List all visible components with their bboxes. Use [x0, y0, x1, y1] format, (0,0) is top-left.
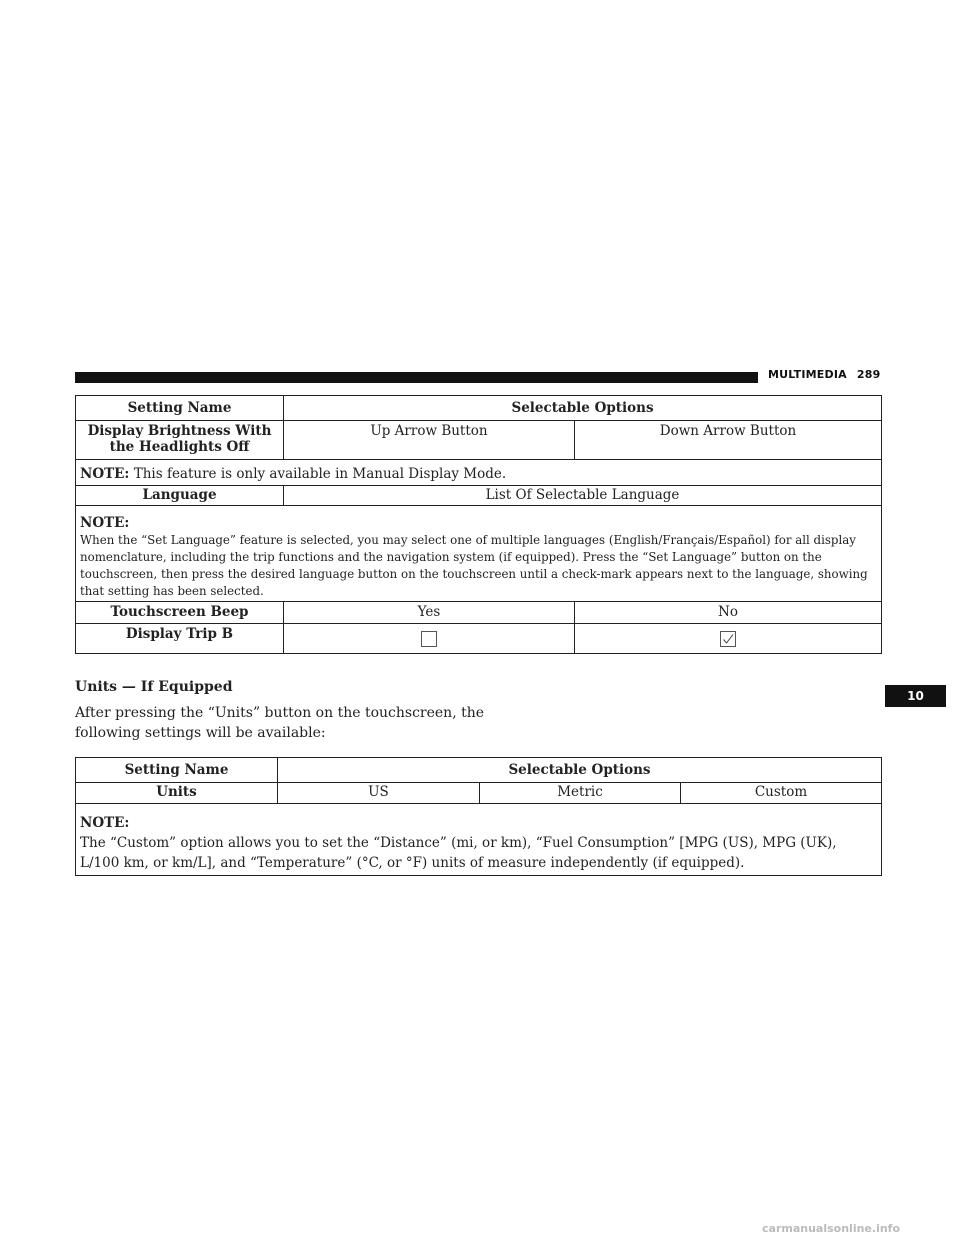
note-text: This feature is only available in Manual Display Mode.	[129, 466, 507, 482]
header-setting-name: Setting Name	[76, 396, 284, 421]
section-title-units: Units — If Equipped	[75, 679, 233, 695]
footer-watermark: carmanualsonline.info	[762, 1222, 900, 1235]
option-trip-b-checked	[575, 624, 882, 654]
running-header	[768, 368, 880, 381]
note-label: NOTE:	[80, 466, 130, 482]
note-set-language	[76, 506, 882, 602]
check-mark-icon	[721, 632, 735, 646]
note-label: NOTE:	[80, 515, 130, 531]
section-name: MULTIMEDIA	[768, 368, 847, 381]
setting-units: Units	[76, 783, 278, 804]
table-row	[76, 624, 882, 654]
option-custom: Custom	[681, 783, 882, 804]
table-header-row	[76, 758, 882, 783]
note-manual-display	[76, 460, 882, 486]
option-us: US	[278, 783, 480, 804]
chapter-tab: 10	[885, 685, 946, 707]
note-row	[76, 506, 882, 602]
table-row	[76, 486, 882, 506]
option-down-arrow: Down Arrow Button	[575, 421, 882, 460]
note-text: When the “Set Language” feature is selected, you may select one of multiple languages (English/Français/Español) for all display nomenclature, including the trip functions and the navigation system (if equipped). Press the “Set Language” button on the touchscreen, then press the desired language button on the touchscreen until a check-mark appears next to the language, showing that setting has been selected.	[80, 533, 868, 598]
setting-language: Language	[76, 486, 284, 506]
option-no: No	[575, 602, 882, 624]
option-metric: Metric	[480, 783, 681, 804]
setting-name-line2: the Headlights Off	[109, 439, 250, 455]
settings-table-units	[75, 757, 882, 876]
note-row	[76, 804, 882, 876]
header-rule	[75, 372, 758, 383]
table-header-row	[76, 396, 882, 421]
checkbox-checked-icon	[720, 631, 736, 647]
setting-touchscreen-beep: Touchscreen Beep	[76, 602, 284, 624]
option-language-list: List Of Selectable Language	[284, 486, 882, 506]
header-selectable-options: Selectable Options	[284, 396, 882, 421]
settings-table-display	[75, 395, 882, 654]
table-row	[76, 421, 882, 460]
option-trip-b-unchecked	[284, 624, 575, 654]
note-text: The “Custom” option allows you to set the “Distance” (mi, or km), “Fuel Consumption” [MPG (US), MPG (UK), L/100 km, or km/L], and “Temperature” (°C, or °F) units of measure independently (if equipped).	[80, 835, 837, 871]
header-selectable-options: Selectable Options	[278, 758, 882, 783]
note-custom-units	[76, 804, 882, 876]
header-setting-name: Setting Name	[76, 758, 278, 783]
table-row	[76, 602, 882, 624]
table-row	[76, 783, 882, 804]
setting-name-line1: Display Brightness With	[87, 423, 272, 439]
option-up-arrow: Up Arrow Button	[284, 421, 575, 460]
setting-display-brightness	[76, 421, 284, 460]
page-number: 289	[856, 368, 881, 381]
setting-display-trip-b: Display Trip B	[76, 624, 284, 654]
checkbox-empty-icon	[421, 631, 437, 647]
note-label: NOTE:	[80, 815, 130, 831]
option-yes: Yes	[284, 602, 575, 624]
units-intro-text: After pressing the “Units” button on the touchscreen, the following settings will be available:	[75, 705, 485, 741]
note-row	[76, 460, 882, 486]
units-intro-paragraph	[75, 703, 495, 743]
